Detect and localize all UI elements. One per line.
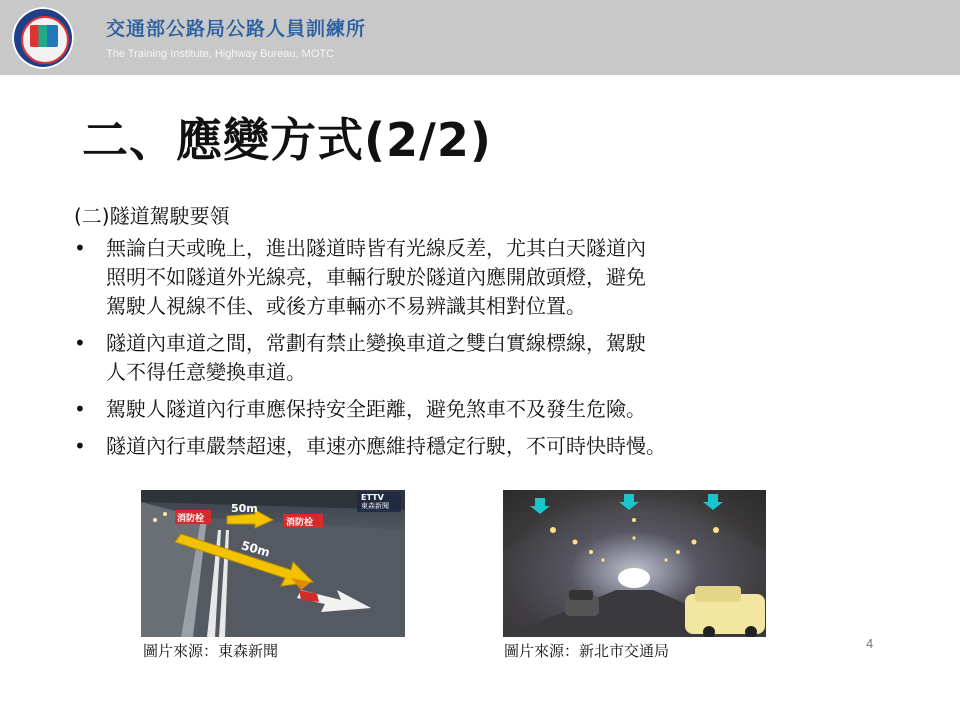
distance-label-short: 50m: [231, 502, 258, 515]
bullet-dot: •: [74, 397, 86, 421]
bullet-dot: •: [74, 331, 86, 355]
news-logo-text: ETTV: [361, 493, 384, 502]
org-name-en: The Training Institute, Highway Bureau, MOTC: [106, 48, 335, 60]
institute-logo-icon: [12, 7, 74, 69]
image-caption-ettv: 圖片來源：東森新聞: [143, 642, 279, 660]
bullet-item: [74, 329, 794, 387]
image-caption-ntpc: 圖片來源：新北市交通局: [504, 642, 670, 660]
logo-book-emblem: [30, 25, 58, 47]
distance-label-long: 50m: [239, 538, 272, 560]
slide-title: 二、應變方式(2/2): [82, 113, 492, 167]
bullet-list: [74, 234, 794, 469]
news-logo-subtext: 東森新聞: [361, 502, 389, 510]
hydrant-tag-right: 消防栓: [286, 518, 314, 528]
bullet-item: [74, 432, 794, 461]
bullet-line: 隧道內行車嚴禁超速，車速亦應維持穩定行駛，不可時快時慢。: [106, 434, 666, 458]
bullet-line: 照明不如隧道外光線亮，車輛行駛於隧道內應開啟頭燈，避免: [106, 265, 646, 289]
bullet-item: [74, 395, 794, 424]
header-bar: [0, 0, 960, 75]
page-number: 4: [866, 636, 874, 651]
bullet-dot: •: [74, 236, 86, 260]
bullet-line: 駕駛人隧道內行車應保持安全距離，避免煞車不及發生危險。: [106, 397, 646, 421]
org-name-zh: 交通部公路局公路人員訓練所: [106, 18, 367, 40]
hydrant-tag-left: 消防栓: [177, 514, 205, 524]
bullet-line: 無論白天或晚上，進出隧道時皆有光線反差，尤其白天隧道內: [106, 236, 646, 260]
tunnel-interior-illustration: [503, 490, 766, 637]
bullet-line: 隧道內車道之間，常劃有禁止變換車道之雙白實線標線，駕駛: [106, 331, 646, 355]
bullet-dot: •: [74, 434, 86, 458]
tunnel-distance-photo: [141, 490, 405, 637]
bullet-item: [74, 234, 794, 321]
bullet-line: 人不得任意變換車道。: [106, 360, 306, 384]
section-subheading: (二)隧道駕駛要領: [74, 204, 230, 228]
bullet-line: 駕駛人視線不佳、或後方車輛亦不易辨識其相對位置。: [106, 294, 586, 318]
tunnel-interior-photo: [503, 490, 766, 637]
